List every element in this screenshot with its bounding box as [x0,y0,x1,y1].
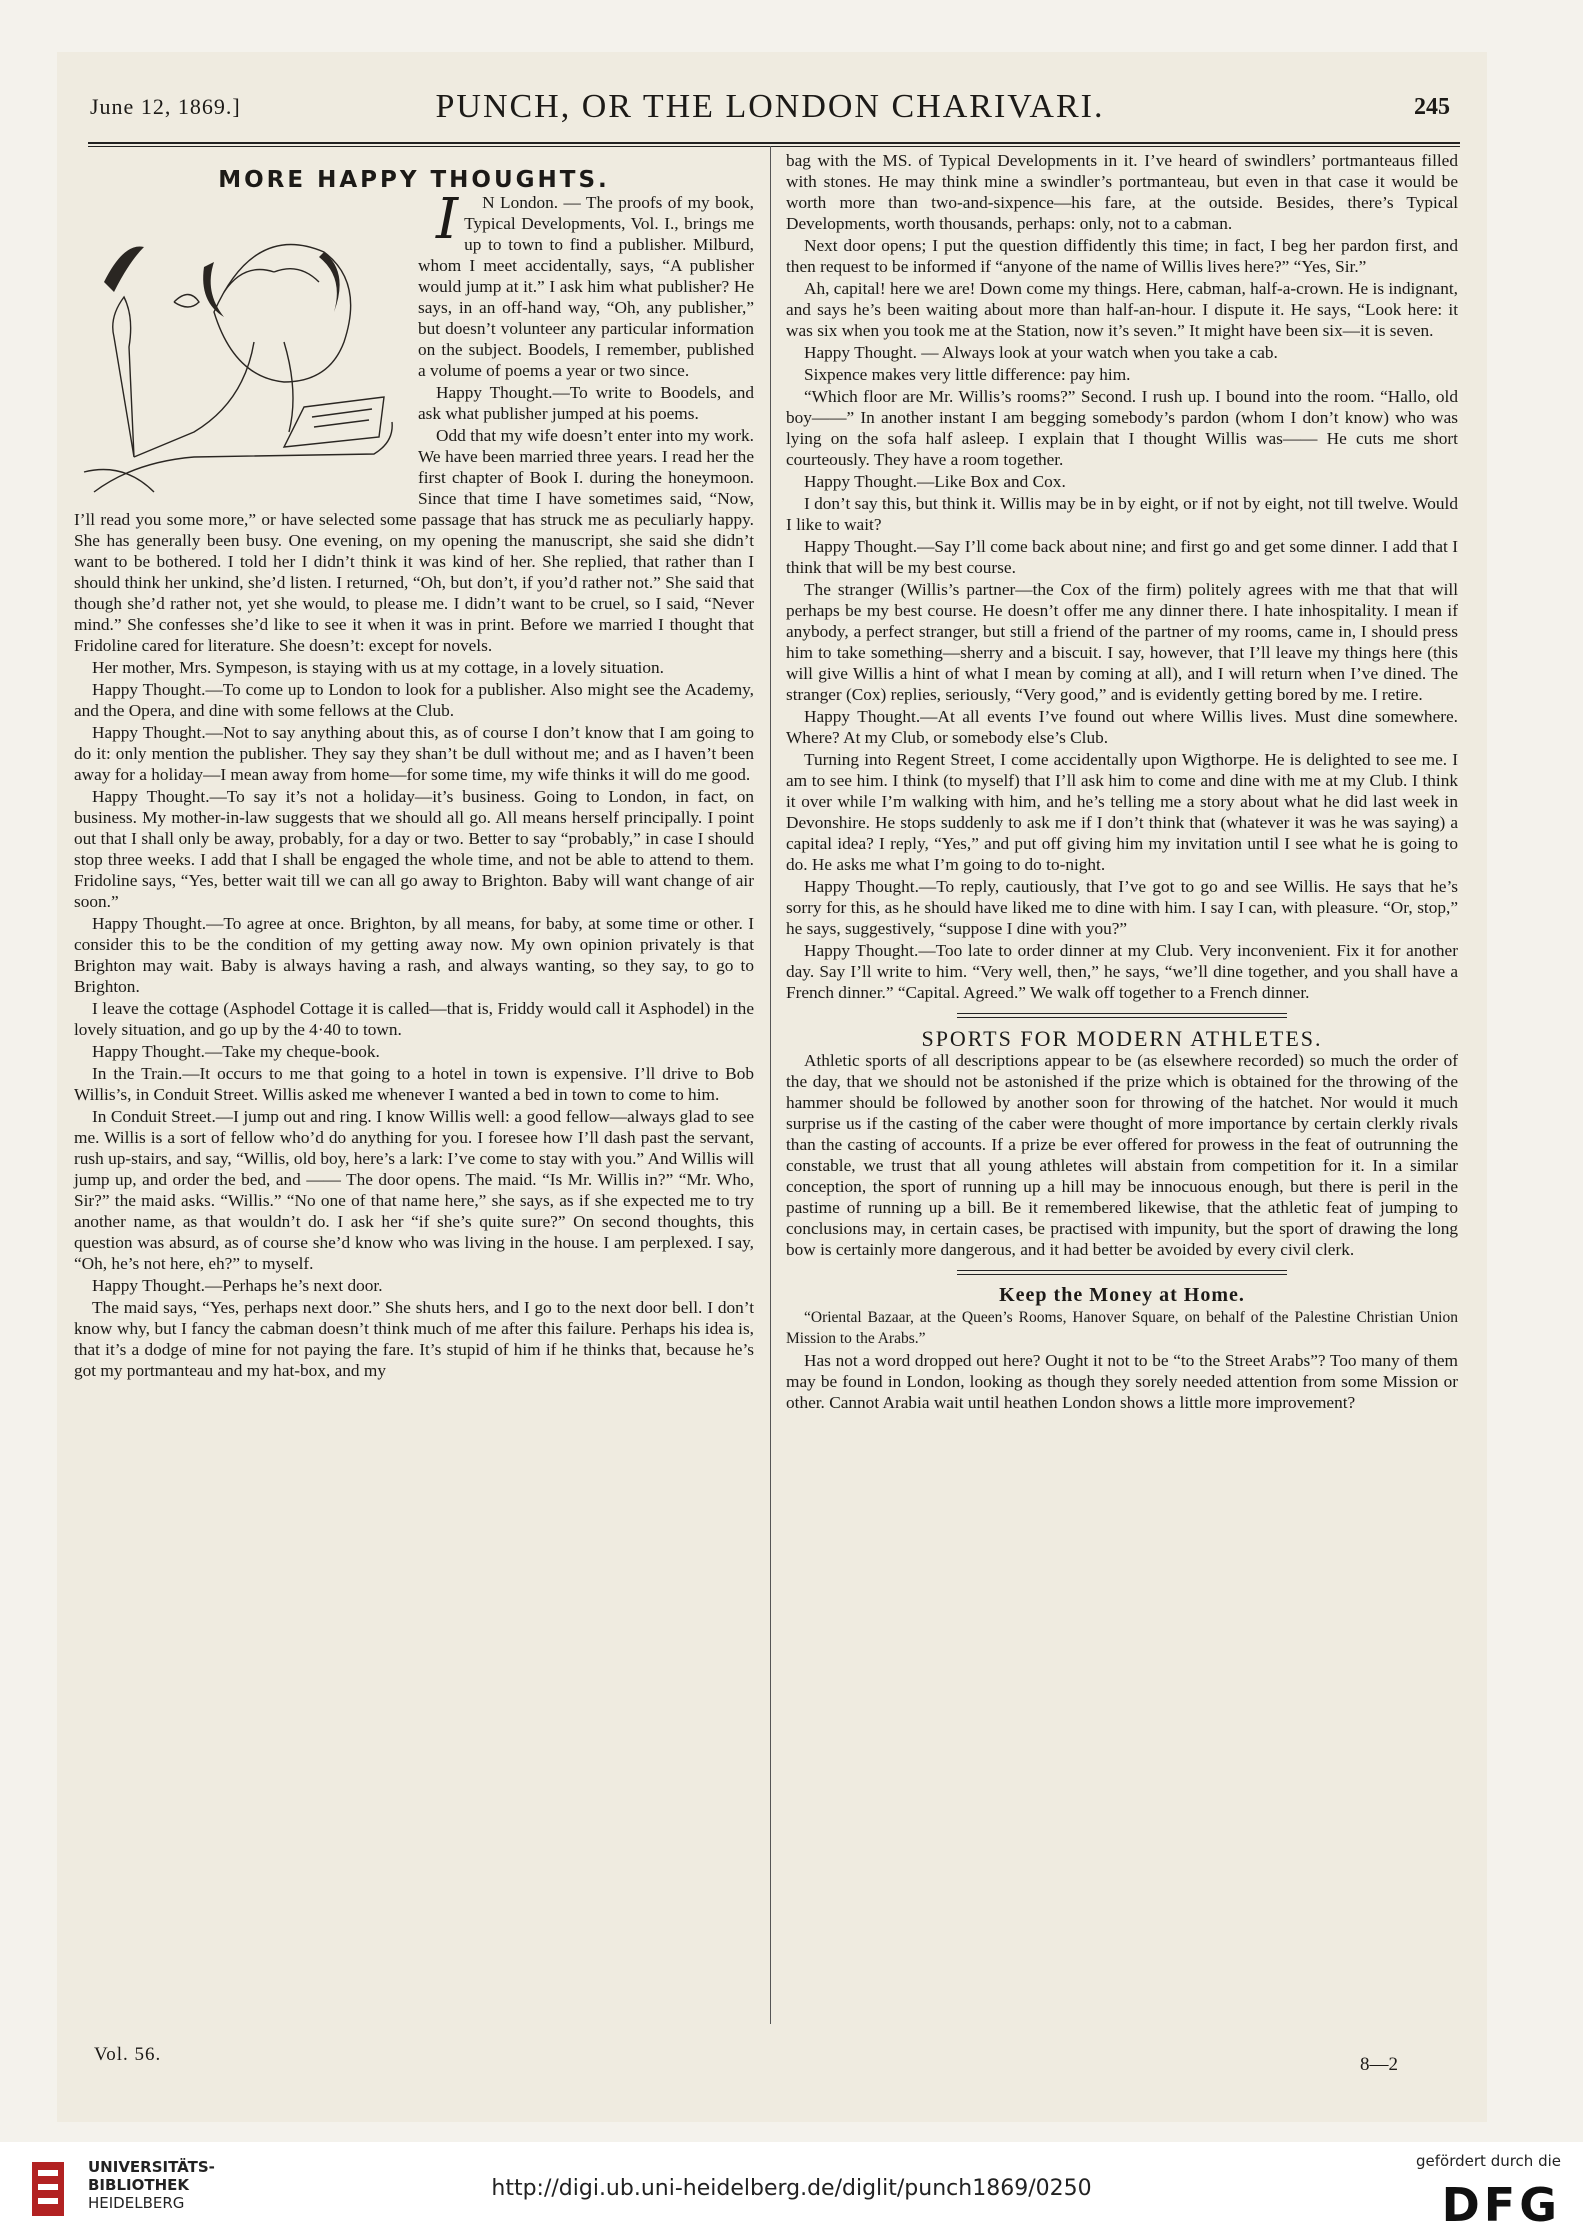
paragraph: Turning into Regent Street, I come accidentally upon Wigthorpe. He is delighted to see me. I am to see him. I think (to myself) that I’ll ask him to come and dine with me at my Club. I think it over while I’m walking with him, and he’s telling me a story about what he did last week in Devonshire. He stops suddenly to ask me if I don’t think that (whatever it was he was saying) a capital idea? I reply, “Yes,” and put off giving him my invitation until I see what he is going to do. He asks me what I’m going to do to-night. [786,750,1458,874]
paragraph: Happy Thought.—Perhaps he’s next door. [92,1276,383,1295]
library-name: UNIVERSITÄTS- BIBLIOTHEK HEIDELBERG [88,2158,215,2212]
paragraph: I leave the cottage (Asphodel Cottage it is called—that is, Friddy would call it Asphodel) in the lovely situation, and go up by the 4·40 to town. [74,999,754,1039]
section-rule [957,1270,1287,1275]
paragraph: Happy Thought.—To write to Boodels, and ask what publisher jumped at his poems. [418,383,754,423]
paragraph: Happy Thought.—Not to say anything about this, as of course I don’t know that I am going to do it: only mention the publisher. They say they shan’t be dull without me; and as I haven’t been away for a holiday—I mean away from home—for some time, my wife thinks it will do me good. [74,723,754,784]
article-heading-sports: SPORTS FOR MODERN ATHLETES. [921,1026,1323,1051]
caricature-illustration [74,192,404,502]
column-left [74,167,754,1382]
column-right [786,150,1458,1414]
signature-mark: 8—2 [1360,2054,1398,2075]
paragraph: Next door opens; I put the question diffidently this time; in fact, I beg her pardon first, and then request to be informed if “anyone of the name of Willis lives here?” “Yes, Sir.” [786,236,1458,276]
paragraph: Happy Thought.—Too late to order dinner at my Club. Very inconvenient. Fix it for another day. Say I’ll write to him. “Very well, then,” he says, “we’ll dine together, and you shall have a French dinner.” “Capital. Agreed.” We walk off together to a French dinner. [786,941,1458,1002]
masthead-title: PUNCH, OR THE LONDON CHARIVARI. [435,88,1105,125]
paragraph: Happy Thought.—Like Box and Cox. [804,472,1066,491]
article-heading-money: Keep the Money at Home. [999,1284,1245,1306]
issue-date: June 12, 1869.] [90,94,241,119]
section-rule [957,1013,1287,1018]
paragraph: Happy Thought. — Always look at your watch when you take a cab. [804,343,1278,362]
paragraph: Sixpence makes very little difference: pay him. [804,365,1131,384]
paragraph: I don’t say this, but think it. Willis may be in by eight, or if not by eight, not till twelve. Would I like to wait? [786,494,1458,534]
paragraph: Her mother, Mrs. Sympeson, is staying with us at my cottage, in a lovely situation. [92,658,664,677]
column-divider [770,146,771,2024]
paragraph: In Conduit Street.—I jump out and ring. I know Willis well: a good fellow—always glad to see me. Willis is a sort of fellow who’d do anything for you. I foresee how I’ll dash past the servant, rush up-stairs, and say, “Willis, old boy, here’s a lark: I’ve come to stay with you.” And Willis will jump up, and order the bed, and —— The door opens. The maid. “Is Mr. Willis in?” “Mr. Who, Sir?” the maid asks. “Willis.” “No one of that name here,” she says, as if she expected me to try another name, as that wouldn’t do. I ask her “if she’s quite sure?” On second thoughts, this question was absurd, as of course she’d know who was living in the house. I am perplexed. I say, “Oh, he’s not here, eh?” to myself. [74,1107,754,1273]
paragraph: Happy Thought.—To reply, cautiously, that I’ve got to go and see Willis. He says that he’s sorry for this, as he should have liked me to dine with him. I say I can, with pleasure. “Or, stop,” he says, suggestively, “suppose I dine with you?” [786,877,1458,938]
paragraph: The maid says, “Yes, perhaps next door.” She shuts hers, and I go to the next door bell. I don’t know why, but I fancy the cabman doesn’t think much of me after this failure. Perhaps his idea is, that it’s a dodge of mine for not paying the fare. It’s stupid of him if he thinks that, because he’s got my portmanteau and my hat-box, and my [74,1298,754,1380]
paragraph: Happy Thought.—Say I’ll come back about nine; and first go and get some dinner. I add that I think that will be my best course. [786,537,1458,577]
library-footer-bar [0,2142,1583,2235]
paragraph-intro: I N London. — The proofs of my book, Typical Developments, Vol. I., brings me up to town to find a publisher. Milburd, whom I meet accidentally, says, “A publisher would jump at it.” I ask him what publisher? He says, in an off-hand way, “Oh, any publisher,” but doesn’t volunteer any particular information on the subject. Boodels, I remember, published a volume of poems a year or two since. [418,187,754,380]
header-rule [88,142,1460,144]
paragraph: The stranger (Willis’s partner—the Cox of the firm) politely agrees with me that that will perhaps be my best course. He doesn’t offer me any dinner there. I hate inhospitality. I mean if anybody, a perfect stranger, but still a friend of the partner of my rooms, came in, I should press him to take something—sherry and a biscuit. I say, however, that I’ll leave my things here (this will give Willis a hint of what I mean by coming at all), and I will return when I’ve dined. The stranger (Cox) replies, seriously, “Very good,” and is evidently getting bored by me. I retire. [786,580,1458,704]
paragraph: bag with the MS. of Typical Developments in it. I’ve heard of swindlers’ portmanteaus filled with stones. He may think mine a swindler’s portmanteau, but even in that case it would be worth more than two-and-sixpence—his fare, at the outside. Besides, there’s Typical Developments, worth thousands, perhaps: only, not to a cabman. [786,151,1458,233]
page-header [90,88,1450,134]
dfg-logo: DFG [1441,2178,1561,2232]
header-rule-thin [88,146,1460,147]
quoted-advert: “Oriental Bazaar, at the Queen’s Rooms, Hanover Square, on behalf of the Palestine Christian Union Mission to the Arabs.” [786,1309,1458,1347]
paragraph: Has not a word dropped out here? Ought it not to be “to the Street Arabs”? Too many of them may be found in London, looking as though they sorely needed attention from some Mission or other. Cannot Arabia wait until heathen London shows a little more improvement? [786,1351,1458,1412]
paragraph: Happy Thought.—Take my cheque-book. [92,1042,380,1061]
paragraph: Happy Thought.—To come up to London to look for a publisher. Also might see the Academy, and the Opera, and dine with some fellows at the Club. [74,680,754,720]
paragraph: Happy Thought.—To agree at once. Brighton, by all means, for baby, at some time or other. I consider this to be the condition of my getting away now. My own opinion privately is that Brighton may wait. Baby is always having a rash, and always wanting, so they say, to go to Brighton. [74,914,754,996]
page-number: 245 [1414,94,1450,120]
source-url-link[interactable]: http://digi.ub.uni-heidelberg.de/diglit/punch1869/0250 [491,2176,1092,2201]
paragraph: Happy Thought.—To say it’s not a holiday—it’s business. Going to London, in fact, on business. My mother-in-law suggests that we should all go. All means herself principally. I point out that I shall only be away, probably, for a day or two. Better to say “probably,” in case I should stop three weeks. I add that I shall be engaged the whole time, and not be able to attend to them. Fridoline says, “Yes, better wait till we can all go away to Brighton. Baby will want change of air soon.” [74,787,754,911]
volume-number: Vol. 56. [94,2044,162,2065]
paragraph: In the Train.—It occurs to me that going to a hotel in town is expensive. I’ll drive to Bob Willis’s, in Conduit Street. Willis asked me whenever I wanted a bed in town to come to him. [74,1064,754,1104]
article-heading: MORE HAPPY THOUGHTS. [218,167,610,193]
paragraph: Odd that my wife doesn’t enter into my work. We have been married three years. I read her the first chapter of Book I. during the honeymoon. Since that time I have sometimes said, “Now, I’ll read you some more,” or have selected some passage that has struck me as peculiarly happy. She has generally been busy. One evening, on my opening the manuscript, she said she didn’t want to be bothered. I told her I didn’t think it was kind of her. She replied, that rather than I should think her unkind, she’d listen. I returned, “Oh, but don’t, if you’d rather not.” She said that though she’d rather not, yet she would, to please me. I didn’t want to be cruel, so I said, “Never mind.” She confesses she’d like to see it when it was in print. Before we married I thought that Fridoline cared for literature. She doesn’t: except for novels. [74,426,754,655]
drop-cap: I [436,187,459,252]
funding-caption: gefördert durch die [1416,2152,1561,2170]
paragraph: Happy Thought.—At all events I’ve found out where Willis lives. Must dine somewhere. Where? At my Club, or somebody else’s Club. [786,707,1458,747]
paragraph: Ah, capital! here we are! Down come my things. Here, cabman, half-a-crown. He is indignant, and says he’s been waiting about more than half-an-hour. I dispute it. He says, “Look here: it was six when you took me at the Station, now it’s seven.” It might have been six—it is seven. [786,279,1458,340]
paragraph: Athletic sports of all descriptions appear to be (as elsewhere recorded) so much the order of the day, that we should not be astonished if the prize which is obtained for the throwing of the hammer should be followed by another soon for throwing of the hatchet. Nor would it much surprise us if the casting of the caber were thought of more importance by certain clerkly rivals than the casting of accounts. If a prize be ever offered for prowess in the feat of outrunning the constable, we trust that all young athletes will abstain from competition for it. In a similar conception, the sport of running up a hill may be innocuous enough, but there is peril in the pastime of running up a bill. Be it remembered likewise, that the athletic feat of jumping to conclusions may, in certain cases, be practised with impunity, but the sport of drawing the long bow is certainly more dangerous, and it had better be avoided by every civil clerk. [786,1051,1458,1259]
paragraph: “Which floor are Mr. Willis’s rooms?” Second. I rush up. I bound into the room. “Hallo, old boy——” In another instant I am begging somebody’s pardon (whom I don’t know) who was lying on the sofa half asleep. I explain that I thought Willis was—— He cuts me short courteously. They have a room together. [786,387,1458,469]
